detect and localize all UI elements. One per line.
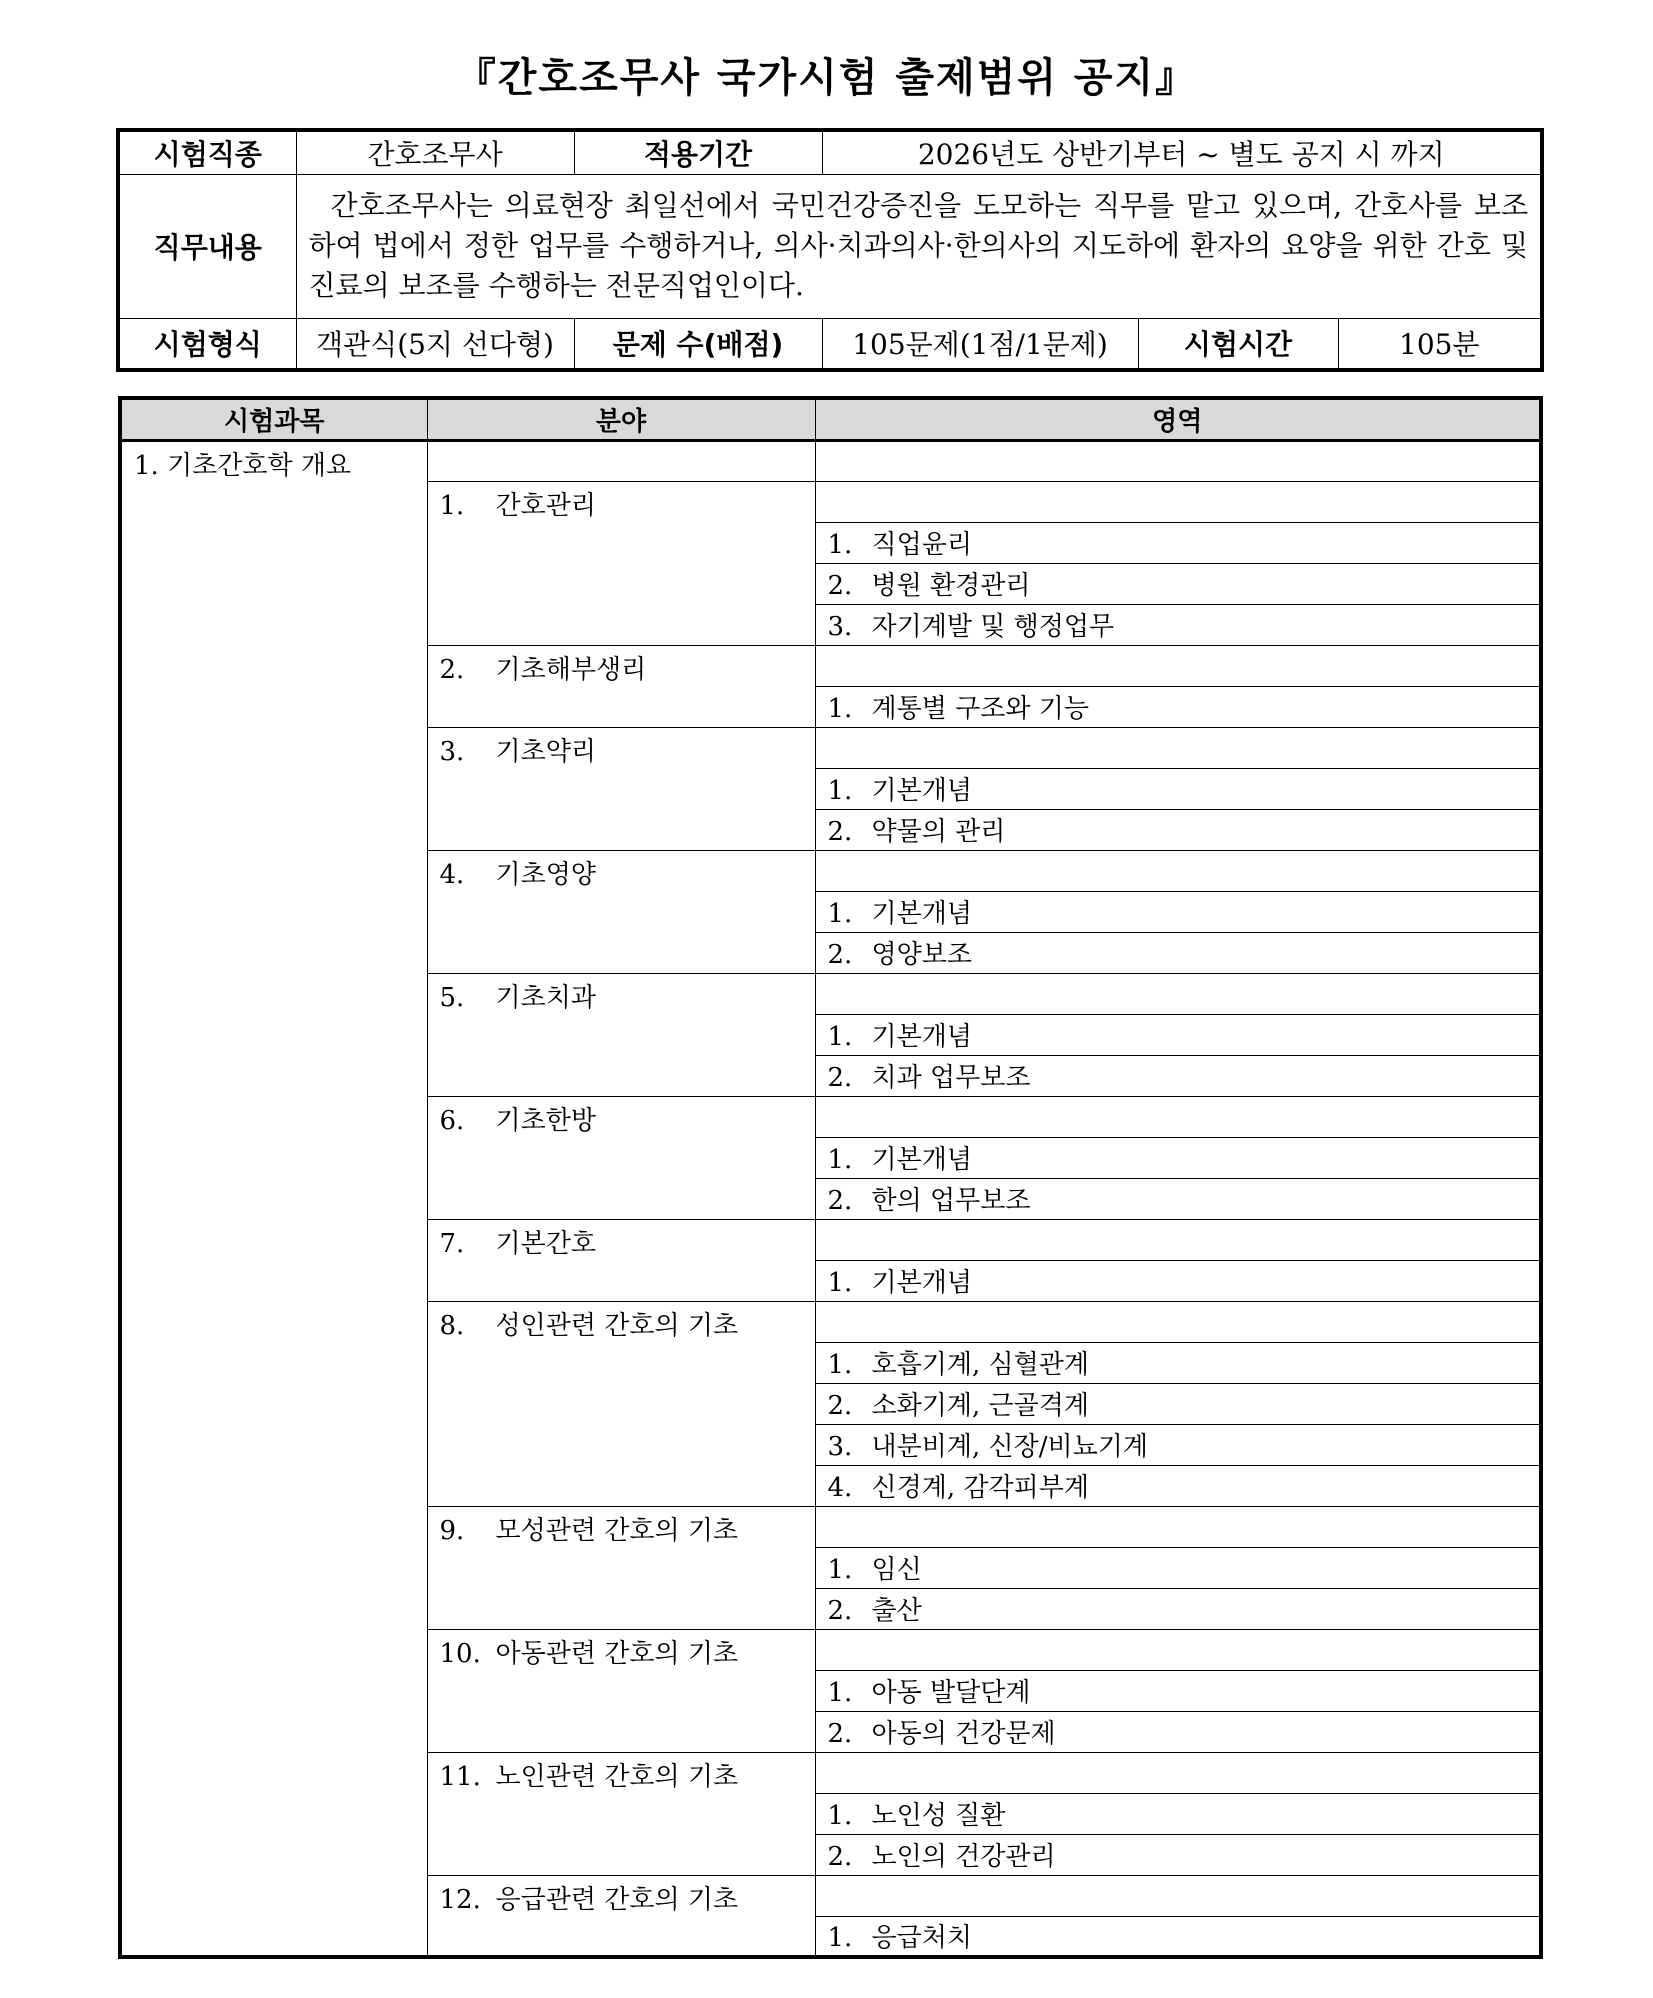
area-name: 한의 업무보조 <box>871 1186 1031 1216</box>
field-empty-cell <box>427 440 815 481</box>
field-number: 11. <box>439 1761 481 1792</box>
area-empty-cell <box>815 1506 1541 1547</box>
area-cell <box>815 809 1541 850</box>
area-name: 호흡기계, 심혈관계 <box>871 1350 1089 1380</box>
area-number: 2. <box>827 1186 853 1216</box>
field-number: 9. <box>439 1515 465 1546</box>
area-cell <box>815 1465 1541 1506</box>
label-exam-format: 시험형식 <box>118 318 296 370</box>
exam-time-value: 105분 <box>1338 318 1542 370</box>
area-empty-cell <box>815 1875 1541 1916</box>
area-empty-cell <box>815 727 1541 768</box>
area-name: 약물의 관리 <box>871 817 1006 847</box>
syllabus-body <box>120 440 1541 1957</box>
area-empty-cell <box>815 973 1541 1014</box>
area-name: 아동 발달단계 <box>871 1678 1031 1708</box>
syllabus-table <box>118 396 1543 1959</box>
header-subject: 시험과목 <box>120 398 427 440</box>
area-number: 2. <box>827 1063 853 1093</box>
field-name: 응급관련 간호의 기초 <box>495 1884 739 1915</box>
field-cell <box>427 1752 815 1875</box>
field-number: 12. <box>439 1884 481 1915</box>
area-number: 1. <box>827 776 853 806</box>
area-number: 1. <box>827 1801 853 1831</box>
question-count-value: 105문제(1점/1문제) <box>822 318 1138 370</box>
area-number: 1. <box>827 1022 853 1052</box>
area-name: 소화기계, 근골격계 <box>871 1391 1089 1421</box>
field-number: 8. <box>439 1310 465 1341</box>
area-number: 2. <box>827 1842 853 1872</box>
area-name: 노인성 질환 <box>871 1801 1006 1831</box>
field-name: 아동관련 간호의 기초 <box>495 1638 739 1669</box>
label-question-count: 문제 수(배점) <box>574 318 822 370</box>
field-name: 기초영양 <box>495 859 596 890</box>
subject-row <box>120 440 1541 481</box>
field-number: 2. <box>439 654 465 685</box>
label-exam-time: 시험시간 <box>1138 318 1338 370</box>
field-name: 간호관리 <box>495 490 596 521</box>
area-cell <box>815 1055 1541 1096</box>
field-number: 7. <box>439 1228 465 1259</box>
field-name: 기초약리 <box>495 736 596 767</box>
area-number: 2. <box>827 817 853 847</box>
field-cell <box>427 1219 815 1301</box>
area-number: 3. <box>827 1432 853 1462</box>
area-name: 직업윤리 <box>871 530 972 560</box>
area-number: 1. <box>827 899 853 929</box>
field-cell <box>427 1301 815 1506</box>
field-number: 4. <box>439 859 465 890</box>
field-cell <box>427 645 815 727</box>
field-cell <box>427 850 815 973</box>
label-exam-job: 시험직종 <box>118 130 296 174</box>
area-empty-cell <box>815 440 1541 481</box>
field-name: 모성관련 간호의 기초 <box>495 1515 739 1546</box>
area-cell <box>815 686 1541 727</box>
exam-job-value: 간호조무사 <box>296 130 574 174</box>
area-cell <box>815 1260 1541 1301</box>
area-number: 1. <box>827 1555 853 1585</box>
label-duty: 직무내용 <box>118 174 296 318</box>
area-name: 기본개념 <box>871 776 972 806</box>
area-empty-cell <box>815 1219 1541 1260</box>
field-cell <box>427 973 815 1096</box>
area-number: 1. <box>827 1923 853 1954</box>
area-empty-cell <box>815 1629 1541 1670</box>
field-cell <box>427 1506 815 1629</box>
field-name: 기본간호 <box>495 1228 596 1259</box>
area-cell <box>815 1834 1541 1875</box>
area-cell <box>815 522 1541 563</box>
field-name: 성인관련 간호의 기초 <box>495 1310 739 1341</box>
area-number: 3. <box>827 612 853 642</box>
document-title: 『간호조무사 국가시험 출제범위 공지』 <box>455 55 1198 101</box>
exam-format-value: 객관식(5지 선다형) <box>296 318 574 370</box>
area-name: 노인의 건강관리 <box>871 1842 1056 1872</box>
area-number: 2. <box>827 940 853 970</box>
area-number: 2. <box>827 571 853 601</box>
area-cell <box>815 932 1541 973</box>
area-empty-cell <box>815 1752 1541 1793</box>
field-number: 10. <box>439 1638 481 1669</box>
header-area: 영역 <box>815 398 1541 440</box>
area-number: 2. <box>827 1391 853 1421</box>
area-name: 응급처치 <box>871 1923 972 1954</box>
subject-cell: 1. 기초간호학 개요 <box>120 440 427 1957</box>
field-number: 1. <box>439 490 465 521</box>
exam-info-table <box>116 128 1544 372</box>
apply-period-value: 2026년도 상반기부터 ~ 별도 공지 시 까지 <box>822 130 1542 174</box>
area-name: 기본개념 <box>871 1022 972 1052</box>
area-name: 병원 환경관리 <box>871 571 1031 601</box>
area-name: 출산 <box>871 1596 922 1626</box>
area-cell <box>815 768 1541 809</box>
area-name: 임신 <box>871 1555 922 1585</box>
label-apply-period: 적용기간 <box>574 130 822 174</box>
area-number: 2. <box>827 1596 853 1626</box>
area-cell <box>815 1916 1541 1957</box>
area-name: 기본개념 <box>871 1268 972 1298</box>
field-cell <box>427 1875 815 1957</box>
area-cell <box>815 1383 1541 1424</box>
area-cell <box>815 1014 1541 1055</box>
field-cell <box>427 1629 815 1752</box>
field-number: 3. <box>439 736 465 767</box>
area-number: 1. <box>827 1145 853 1175</box>
area-name: 신경계, 감각피부계 <box>871 1473 1089 1503</box>
area-name: 기본개념 <box>871 1145 972 1175</box>
header-field: 분야 <box>427 398 815 440</box>
area-name: 영양보조 <box>871 940 972 970</box>
area-empty-cell <box>815 481 1541 522</box>
area-number: 4. <box>827 1473 853 1503</box>
field-name: 기초치과 <box>495 982 596 1013</box>
area-cell <box>815 1547 1541 1588</box>
area-name: 자기계발 및 행정업무 <box>871 612 1115 642</box>
area-empty-cell <box>815 850 1541 891</box>
field-name: 기초해부생리 <box>495 654 647 685</box>
area-number: 1. <box>827 694 853 724</box>
field-number: 5. <box>439 982 465 1013</box>
area-cell <box>815 563 1541 604</box>
area-name: 아동의 건강문제 <box>871 1719 1056 1749</box>
area-cell <box>815 1670 1541 1711</box>
area-name: 치과 업무보조 <box>871 1063 1031 1093</box>
area-name: 기본개념 <box>871 899 972 929</box>
area-number: 1. <box>827 1268 853 1298</box>
area-cell <box>815 1793 1541 1834</box>
area-name: 계통별 구조와 기능 <box>871 694 1089 724</box>
duty-description: 간호조무사는 의료현장 최일선에서 국민건강증진을 도모하는 직무를 맡고 있으며, 간호사를 보조하여 법에서 정한 업무를 수행하거나, 의사·치과의사·한의사의 지도하에 환자의 요양을 위한 간호 및 진료의 보조를 수행하는 전문직업인이다. <box>296 174 1542 318</box>
field-cell <box>427 481 815 645</box>
area-cell <box>815 604 1541 645</box>
area-cell <box>815 891 1541 932</box>
field-name: 기초한방 <box>495 1105 596 1136</box>
area-cell <box>815 1137 1541 1178</box>
area-cell <box>815 1424 1541 1465</box>
field-name: 노인관련 간호의 기초 <box>495 1761 739 1792</box>
area-cell <box>815 1342 1541 1383</box>
area-cell <box>815 1711 1541 1752</box>
field-cell <box>427 727 815 850</box>
area-name: 내분비계, 신장/비뇨기계 <box>871 1432 1148 1462</box>
area-empty-cell <box>815 1096 1541 1137</box>
area-number: 2. <box>827 1719 853 1749</box>
field-cell <box>427 1096 815 1219</box>
area-number: 1. <box>827 530 853 560</box>
area-empty-cell <box>815 1301 1541 1342</box>
field-number: 6. <box>439 1105 465 1136</box>
area-cell <box>815 1588 1541 1629</box>
area-number: 1. <box>827 1350 853 1380</box>
area-cell <box>815 1178 1541 1219</box>
area-empty-cell <box>815 645 1541 686</box>
area-number: 1. <box>827 1678 853 1708</box>
